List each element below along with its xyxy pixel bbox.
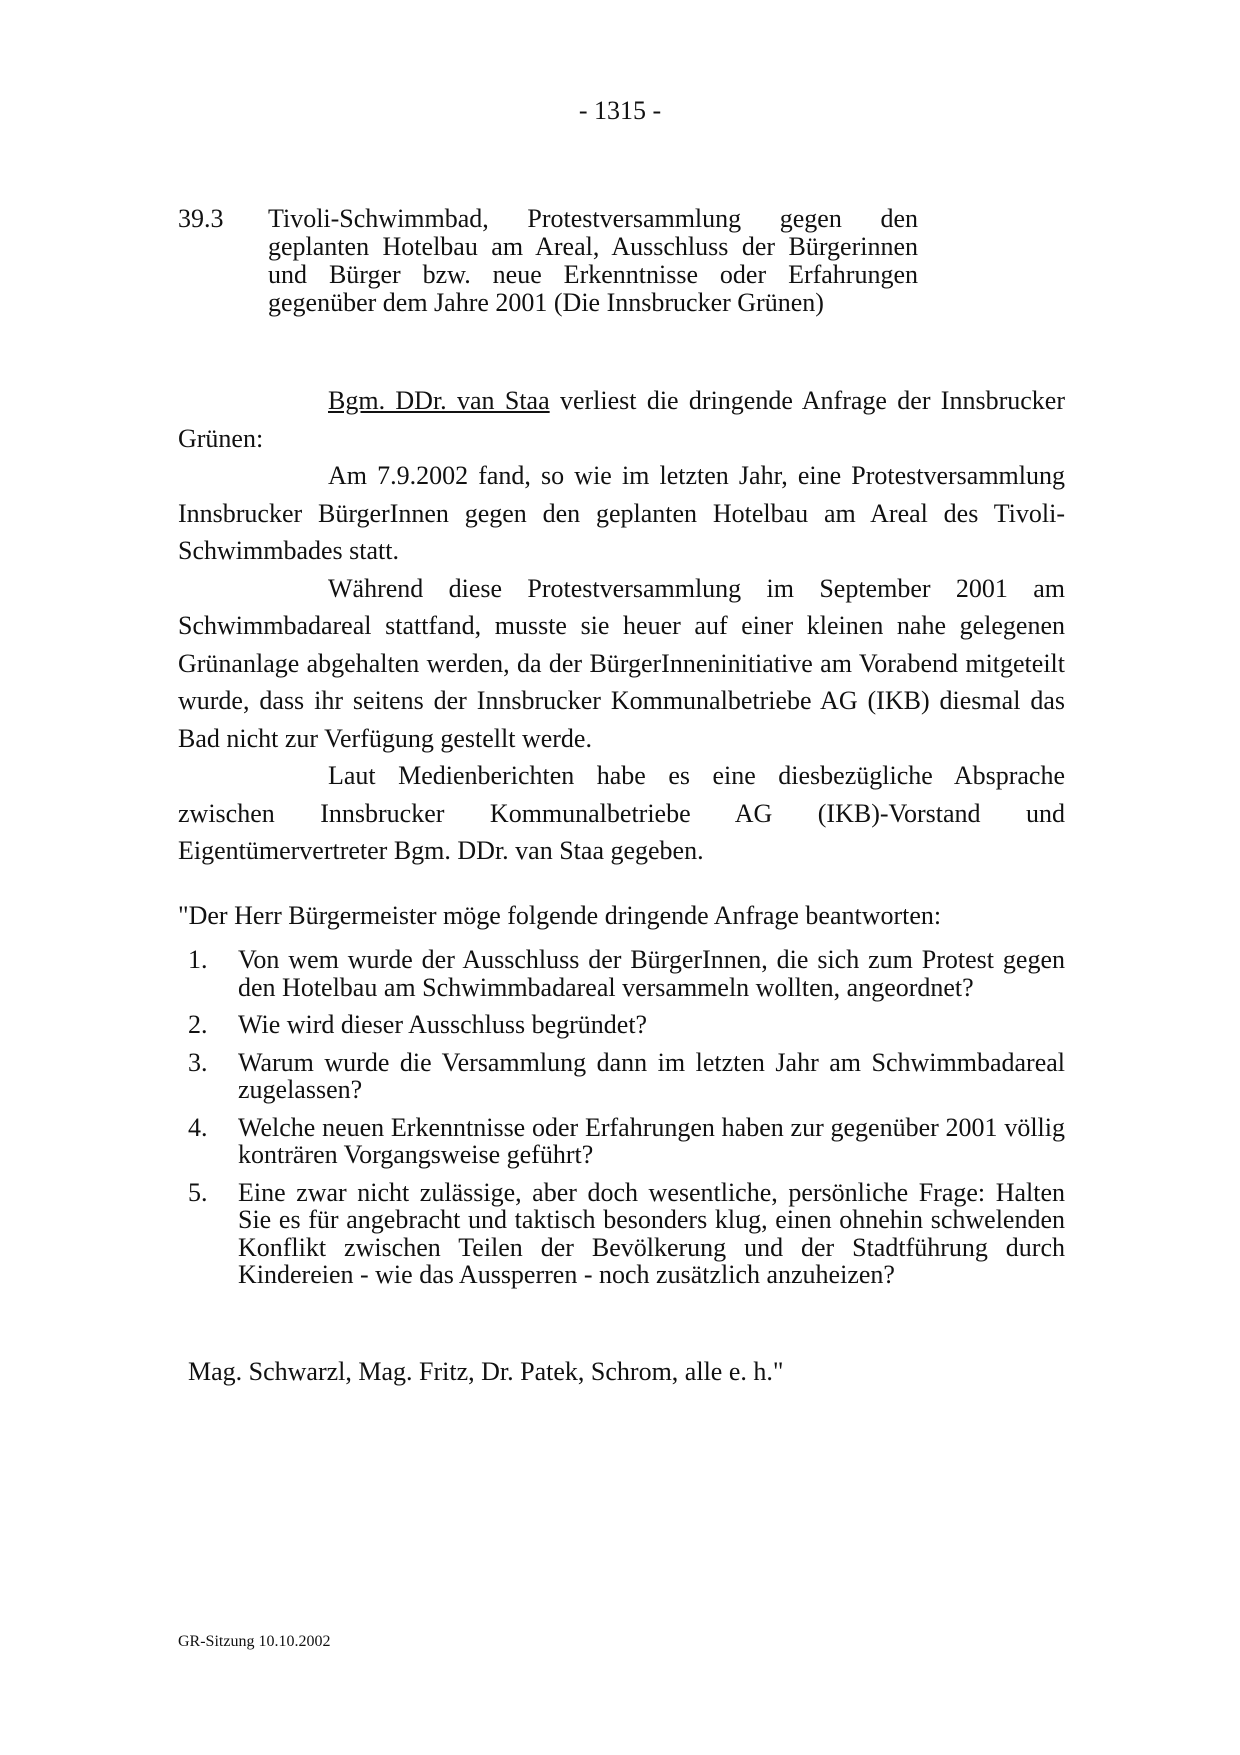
intro-text: verliest die dringende Anfrage der Innsbrucker Grünen: <box>178 386 1065 453</box>
question-list <box>188 946 1065 1299</box>
question-number: 2. <box>188 1010 208 1039</box>
speaker-name: Bgm. DDr. van Staa <box>328 386 550 415</box>
question-number: 1. <box>188 945 208 974</box>
page-number: - 1315 - <box>578 96 662 125</box>
question-number: 4. <box>188 1112 208 1142</box>
section-title: Tivoli-Schwimmbad, Protestversammlung gegen den geplanten Hotelbau am Areal, Ausschluss der Bürgerinnen und Bürger bzw. neue Erkenntnisse oder Erfahrungen gegenüber dem Jahre 2001 (Die Innsbrucker Grünen) <box>268 204 918 317</box>
question-item <box>188 1049 1065 1104</box>
question-text: Wie wird dieser Ausschluss begründet? <box>238 1010 648 1039</box>
question-number: 3. <box>188 1047 208 1077</box>
paragraph: Laut Medienberichten habe es eine diesbezügliche Absprache zwischen Innsbrucker Kommunalbetriebe AG (IKB)-Vorstand und Eigentümervertreter Bgm. DDr. van Staa gegeben. <box>178 761 1065 865</box>
section-number: 39.3 <box>178 204 224 233</box>
paragraph: Am 7.9.2002 fand, so wie im letzten Jahr, eine Protestversammlung Innsbrucker BürgerInnen gegen den geplanten Hotelbau am Areal des Tivoli-Schwimmbades statt. <box>178 461 1065 565</box>
signature-line: Mag. Schwarzl, Mag. Fritz, Dr. Patek, Schrom, alle e. h." <box>188 1357 784 1386</box>
body-text <box>178 382 1065 870</box>
question-text: Von wem wurde der Ausschluss der BürgerInnen, die sich zum Protest gegen den Hotelbau am Schwimmbadareal versammeln wollten, angeordnet? <box>238 945 1065 1002</box>
question-number: 5. <box>188 1177 208 1207</box>
question-text: Welche neuen Erkenntnisse oder Erfahrungen haben zur gegenüber 2001 völlig konträren Vorgangsweise geführt? <box>238 1112 1065 1169</box>
question-item <box>188 1114 1065 1169</box>
question-item <box>188 946 1065 1001</box>
footer-session: GR-Sitzung 10.10.2002 <box>178 1633 331 1650</box>
paragraph: Während diese Protestversammlung im September 2001 am Schwimmbadareal stattfand, musste sie heuer auf einer kleinen nahe gelegenen Grünanlage abgehalten werden, da der BürgerInneninitiative am Vorabend mitgeteilt wurde, dass ihr seitens der Innsbrucker Kommunalbetriebe AG (IKB) diesmal das Bad nicht zur Verfügung gestellt werde. <box>178 573 1065 753</box>
question-text: Eine zwar nicht zulässige, aber doch wesentliche, persönliche Frage: Halten Sie es für angebracht und taktisch besonders klug, einen ohnehin schwelenden Konflikt zwischen Teilen der Bevölkerung und der Stadtführung durch Kindereien - wie das Aussperren - noch zusätzlich anzuheizen? <box>238 1177 1065 1289</box>
question-intro: "Der Herr Bürgermeister möge folgende dringende Anfrage beantworten: <box>178 901 942 930</box>
question-item <box>188 1179 1065 1289</box>
intro-paragraph <box>178 382 1065 457</box>
question-item <box>188 1011 1065 1039</box>
question-text: Warum wurde die Versammlung dann im letzten Jahr am Schwimmbadareal zugelassen? <box>238 1047 1065 1104</box>
